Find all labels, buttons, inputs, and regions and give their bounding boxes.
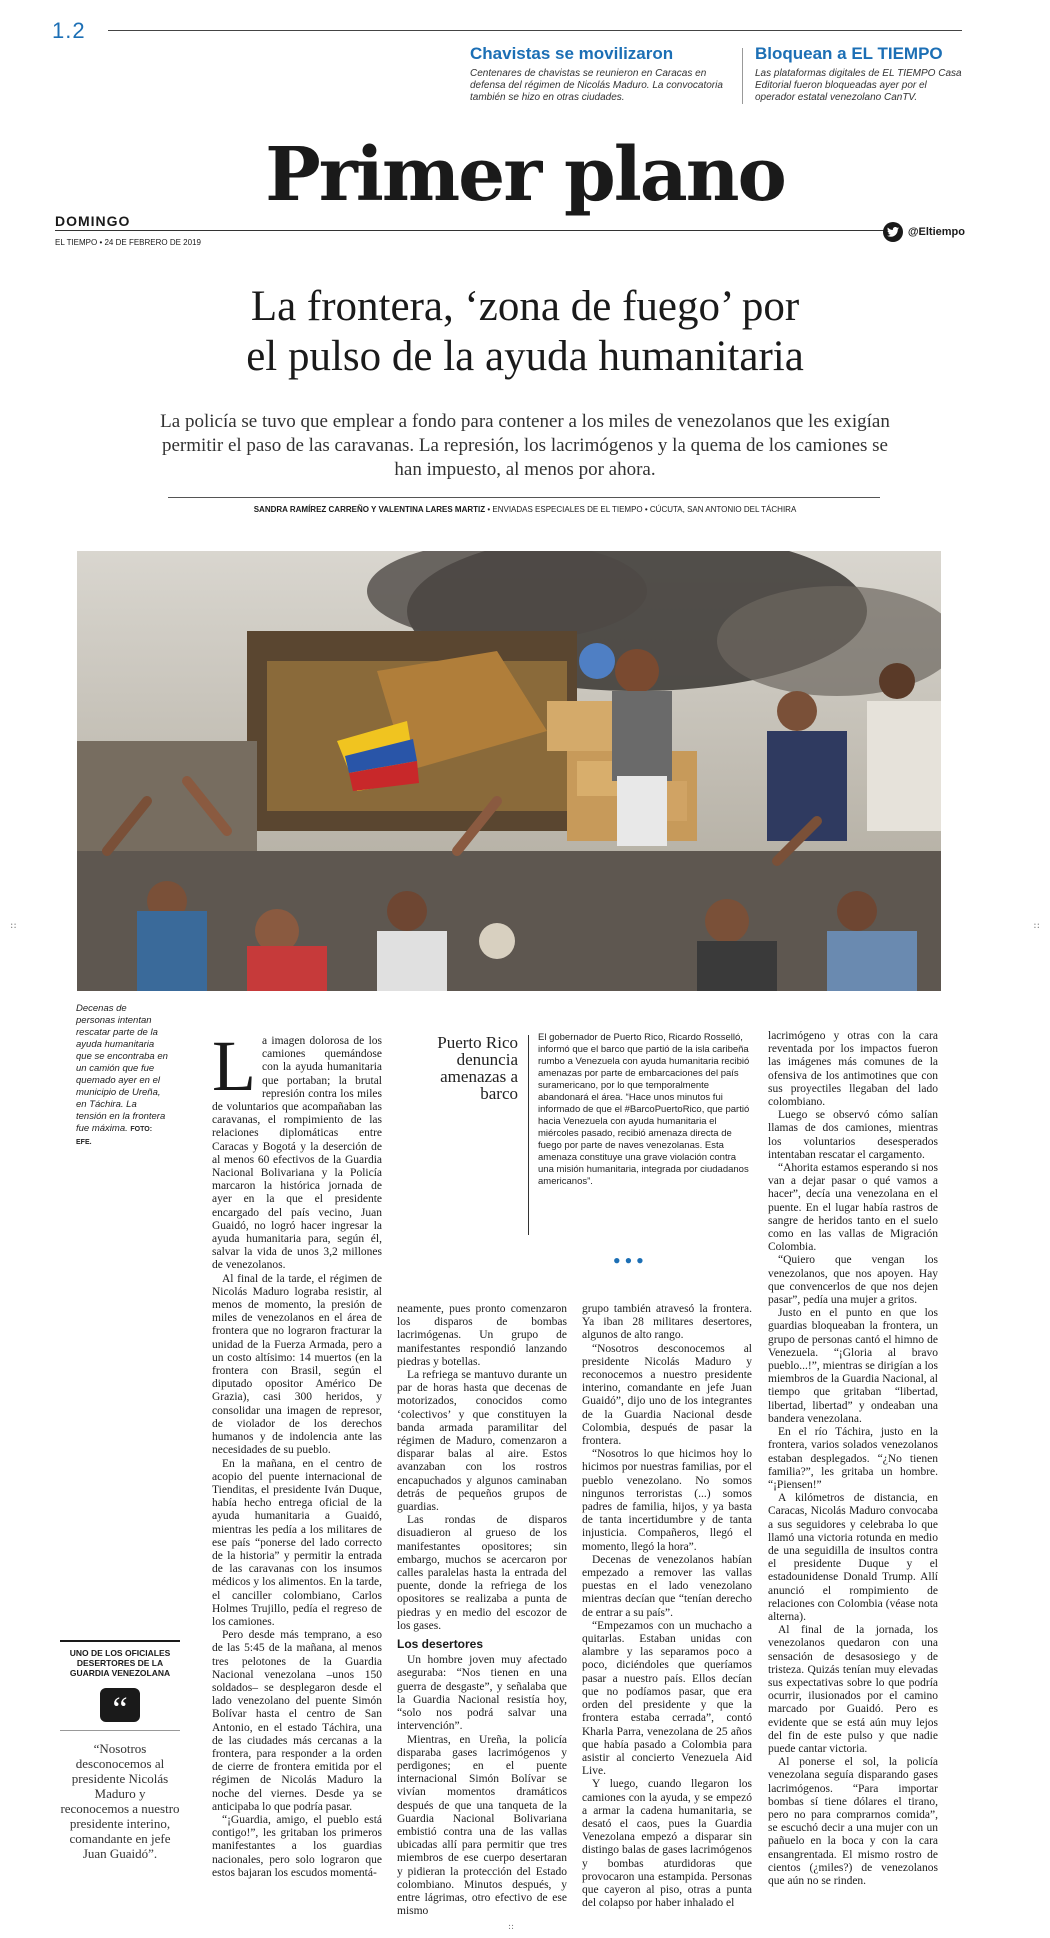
- pull-quote-rule: [60, 1640, 180, 1642]
- pull-quote-rule: [60, 1730, 180, 1731]
- sidebar-rule: [528, 1035, 529, 1235]
- paragraph: Un hombre joven muy afectado aseguraba: “Nos tienen en una guerra de desgaste”, y señalaba que la Guardia Nacional resistía hoy, “solo nos podrá salvar una intervención”.: [397, 1654, 567, 1733]
- paragraph: “Nosotros desconocemos al presidente Nicolás Maduro y reconocemos a nuestro presidente interino, comandante en jefe Juan Guaidó”, dijo uno de los integrantes de la Guardia Nacional desde Colombia, después de pasar la frontera.: [582, 1342, 752, 1448]
- paragraph: Luego se observó cómo salían llamas de dos camiones, mientras los voluntarios desesperados intentaban rescatar el cargamento.: [768, 1109, 938, 1161]
- page-number: 1.2: [52, 18, 86, 43]
- section-rule: [55, 230, 900, 231]
- paragraph: Al ponerse el sol, la policía venezolana seguía disparando gases lacrimógenos. “Para importar bombas sí tiene dólares el tirano, pero no para comprarnos comida”, se escuchó decir a una mujer con un pañuelo en la boca y con la cara ensangrentada. El mismo rostro de cientos (¿miles?) de venezolanos que aún no se rinden.: [768, 1756, 938, 1887]
- fold-marker-left: ::: [10, 920, 17, 931]
- twitter-label[interactable]: @Eltiempo: [907, 226, 965, 238]
- paragraph: “Nosotros lo que hicimos hoy lo hicimos por nuestras familias, por el pueblo venezolano. No somos ningunos terroristas (...) somos padres de familia, hijos, y ya basta de tanta incertidumbre y de tanta injusticia. Compañeros, llegó el momento, llegó la hora”.: [582, 1448, 752, 1553]
- paragraph: “Empezamos con un muchacho a quitarlas. Estaban unidas con alambre y las separamos poco a poco, diciéndoles que queríamos pasar a nuestro país. Ellos decían que no podíamos pasar, que era orden del presidente y que la frontera estaba cerrada”, contó Kharla Parra, venezolana de 25 años que había pasado a Colombia para asistir al concierto Venezuela Aid Live.: [582, 1619, 752, 1778]
- deck: La policía se tuvo que emplear a fondo para contener a los miles de venezolanos que les exigían permitir el paso de las caravanas. La represión, los lacrimógenos y la quema de los camiones se han impuesto, al menos por ahora.: [160, 411, 890, 480]
- teaser-divider: [742, 48, 743, 104]
- byline-authors: SANDRA RAMÍREZ CARREÑO Y VALENTINA LARES MARTIZ: [253, 505, 486, 514]
- byline-rule: [168, 497, 880, 498]
- caption-text: Decenas de personas intentan rescatar parte de la ayuda humanitaria que se encontraba en un camión que fue quemado ayer en el municipio de Ureña, en Táchira. La tensión en la frontera fue máxima.: [76, 1003, 168, 1134]
- teaser-text: Las plataformas digitales de EL TIEMPO Casa Editorial fueron bloqueadas ayer por el operador estatal venezolano CanTV.: [755, 68, 962, 103]
- headline-line: el pulso de la ayuda humanitaria: [246, 333, 804, 380]
- drop-cap: L: [212, 1026, 256, 1106]
- sidebar-dots: •••: [612, 1252, 647, 1270]
- teaser-chavistas[interactable]: [470, 44, 732, 104]
- paragraph: Al final de la jornada, los venezolanos quedaron con una sensación de desasosiego y de tristeza. Quizás tenían muy elevadas sus expectativas sobre lo que podría ocurrir, ilusionados por el camino marcado por Guaidó. Pero es evidente que se está aún muy lejos del fin de este pulso y que nadie puede cantar victoria.: [768, 1624, 938, 1755]
- byline: [120, 505, 930, 514]
- twitter-handle[interactable]: [883, 222, 965, 242]
- paragraph: En la mañana, en el centro de acopio del puente internacional de Tienditas, el presidente Iván Duque, había hecho entrega oficial de la ayuda humanitaria a Guaidó, mientras les pedía a los militares de ese país “ponerse del lado correcto de la historia” y permitir la entrada de las caravanas con los insumos médicos y los alimentos. En la tarde, el canciller colombiano, Carlos Holmes Trujillo, pedía el regreso de los camiones.: [212, 1457, 382, 1628]
- paragraph: Pero desde más temprano, a eso de las 5:45 de la mañana, al menos tres pelotones de la Guardia Nacional venezolana –unos 150 soldados– se desplegaron desde el lado venezolano del puente Simón Bolívar hasta el centro de San Antonio, en el estado Táchira, una de las ciudades más cercanas a la frontera, para responder a la orden de cierre de frontera emitida por el régimen de Nicolás Maduro la noche del viernes. Desde ya se anticipaba lo que podría pasar.: [212, 1629, 382, 1813]
- paragraph: A kilómetros de distancia, en Caracas, Nicolás Maduro convocaba a sus seguidores y celebraba lo que llamó una victoria rotunda en medio de una seguidilla de insultos contra el presidente Duque y el estadounidense Donald Trump. Allí anunció el rompimiento de relaciones con Colombia (véase nota alterna).: [768, 1492, 938, 1623]
- article-column-1: [212, 1026, 382, 1880]
- pull-quote: [60, 1640, 180, 1861]
- paragraph: “¡Guardia, amigo, el pueblo está contigo!”, les gritaban los primeros manifestantes a los guardias nacionales, pero solo lograron que estos bajaran los escudos momentá-: [212, 1813, 382, 1879]
- paragraph: Y luego, cuando llegaron los camiones con la ayuda, y se empezó a armar la cadena humanitaria, se desató el caos, pues la Guardia Venezolana empezó a disparar sin distingo balas de gases lacrimógenos y bombas aturdidoras que provocaron una estampida. Personas que cayeron al piso, otras a punta del colapso por haber inhalado el: [582, 1778, 752, 1910]
- paragraph: Justo en el punto en que los guardias bloqueaban la frontera, un grupo de personas cantó el himno de Venezuela. “¡Gloria al bravo pueblo...!”, mientras se dirigían a los miembros de la Guardia Nacional, al tiempo que gritaban “libertad, libertad, libertad” y ondeaban una bandera venezolana.: [768, 1307, 938, 1425]
- paragraph: Mientras, en Ureña, la policía disparaba gases lacrimógenos y perdigones; en el puente internacional Simón Bolívar se vivían momentos dramáticos después de que una tanqueta de la Guardia Nacional Bolivariana embistió contra una de las vallas ubicadas allí para permitir que tres miembros de ese cuerpo desertaran y pidieran la protección del Estado colombiano. Minutos después, y entre lágrimas, otro efectivo de ese mismo: [397, 1733, 567, 1918]
- dateline: EL TIEMPO • 24 DE FEBRERO DE 2019: [55, 238, 201, 247]
- paragraph: “Ahorita estamos esperando si nos van a dejar pasar o qué vamos a hacer”, decía una venezolana en el puente. En el lugar había rastros de sangre de heridos tanto en el suelo como en las vallas de Migración Colombia.: [768, 1162, 938, 1254]
- photo-caption: [76, 1003, 168, 1149]
- article-column-4: [768, 1030, 938, 1888]
- quote-mark-icon: “: [100, 1688, 140, 1722]
- headline: [120, 282, 930, 382]
- teaser-text: Centenares de chavistas se reunieron en Caracas en defensa del régimen de Nicolás Maduro. La convocatoria también se hizo en otras ciudades.: [470, 68, 723, 103]
- paragraph: “Quiero que vengan los venezolanos, que nos apoyen. Hay que convencerlos de que nos dejen pasar”, pedía una mujer a gritos.: [768, 1254, 938, 1307]
- teaser-bloquean[interactable]: [755, 44, 965, 104]
- paragraph: Las rondas de disparos disuadieron al grueso de los manifestantes opositores; sin embargo, muchos se acercaron por calles paralelas hasta la entrada del puente, donde la refriega de los opositores se realizaba a punta de piedras y en medio del escozor de los gases.: [397, 1514, 567, 1632]
- photo-illustration: [77, 551, 941, 991]
- paragraph: Al final de la tarde, el régimen de Nicolás Maduro lograba resistir, al menos de momento, la presión de miles de venezolanos en el área de frontera que no lograron fracturar la unidad de la Fuerza Armada, pero a un costo altísimo: 14 muertos (en la frontera con Brasil, según el diputado opositor Américo De Grazia), casi 300 heridos, y consolidar una imagen de represor, de violador de los derechos humanos y de indolencia ante las necesidades de su pueblo.: [212, 1272, 382, 1457]
- pull-quote-label: UNO DE LOS OFICIALES DESERTORES DE LA GUARDIA VENEZOLANA: [69, 1648, 171, 1678]
- paragraph: a imagen dolorosa de los camiones quemándose con la ayuda humanitaria que portaban; la brutal represión contra los miles de voluntarios que acompañaban las caravanas, el rompimiento de las relaciones diplomáticas entre Caracas y Bogotá y la deserción de al menos 60 efectivos de la Guardia Nacional Bolivariana y la Policía marcaron la histórica jornada de ayer en la que el presidente encargado del país vecino, Juan Guaidó, no logró hacer ingresar la ayuda humanitaria para, según él, salvar la vida de unos 3,2 millones de venezolanos.: [212, 1035, 382, 1272]
- section-title: Primer plano: [265, 132, 785, 218]
- paragraph: Decenas de venezolanos habían empezado a remover las vallas puestas en el lado venezolano mientras decían que “tenían derecho de entrar a su país”.: [582, 1553, 752, 1619]
- paragraph: La refriega se mantuvo durante un par de horas hasta que decenas de motorizados, conocidos como ‘colectivos’ y que constituyen la banda armada paramilitar del régimen de Maduro, comenzaron a disparar balas al aire. Estos avanzaban con los rostros encapuchados y algunos caminaban detrás de pequeños grupos de guardias.: [397, 1369, 567, 1514]
- teaser-title[interactable]: Bloquean a EL TIEMPO: [755, 44, 943, 63]
- fold-marker-bottom: ::: [508, 1922, 515, 1932]
- pull-quote-text: “Nosotros desconocemos al presidente Nicolás Maduro y reconocemos a nuestro presidente interino, comandante en jefe Juan Guaidó”.: [60, 1741, 180, 1861]
- teaser-title[interactable]: Chavistas se movilizaron: [470, 44, 674, 63]
- twitter-bird-icon: [883, 222, 903, 242]
- main-photo: [77, 551, 941, 991]
- subhead: Los desertores: [397, 1637, 484, 1652]
- paragraph: En el río Táchira, justo en la frontera, varios solados venezolanos estaban desplegados. “¿No tienen familia?”, les gritaba un hombre. “¡Piensen!”: [768, 1426, 938, 1491]
- sidebar-text: El gobernador de Puerto Rico, Ricardo Rosselló, informó que el barco que partió de la isla caribeña rumbo a Venezuela con ayuda humanitaria recibió amenazas por parte de embarcaciones del país suramericano, por lo que temporalmente abandonará el área. “Hace unos minutos fui informado de que el #BarcoPuertoRico, que partió hacia Venezuela con ayuda humanitaria el miércoles pasado, recibió amenaza directa de fuego por parte de naves venezolanas. Esta amenaza constituye una grave violación contra una misión humanitaria, integrada por ciudadanos americanos”.: [538, 1032, 750, 1187]
- article-column-2: [397, 1303, 567, 1918]
- sidebar-title: Puerto Rico denuncia amenazas a barco: [437, 1033, 518, 1103]
- paragraph: grupo también atravesó la frontera. Ya iban 28 militares desertores, algunos de alto rango.: [582, 1303, 752, 1342]
- headline-line: La frontera, ‘zona de fuego’ por: [250, 283, 800, 330]
- paragraph: neamente, pues pronto comenzaron los disparos de bombas lacrimógenas. Un grupo de manifestantes respondió lanzando piedras y botellas.: [397, 1303, 567, 1368]
- caption-credit: FOTO: EFE.: [76, 1126, 153, 1146]
- fold-marker-right: ::: [1033, 920, 1040, 931]
- section-day: DOMINGO: [55, 213, 131, 229]
- paragraph: lacrimógeno y otras con la cara reventada por los impactos fueron las imágenes más comunes de la ofensiva de los antimotines que con sus proyectiles llegaban del lado colombiano.: [768, 1030, 938, 1109]
- top-rule: [108, 30, 962, 31]
- article-column-3: [582, 1303, 752, 1910]
- byline-role: • ENVIADAS ESPECIALES DE EL TIEMPO • CÚCUTA, SAN ANTONIO DEL TÁCHIRA: [485, 505, 797, 514]
